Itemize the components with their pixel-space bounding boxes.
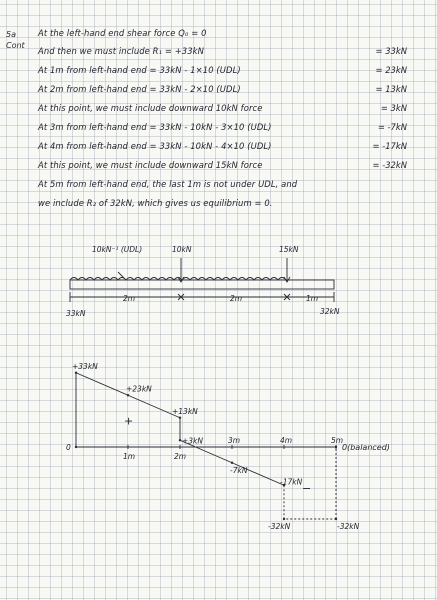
shear-point-7: [283, 518, 285, 520]
reaction-right-label: 32kN: [320, 307, 340, 316]
x-tick-label-4m: 4m: [280, 436, 293, 445]
x-tick-label-3m: 3m: [228, 436, 241, 445]
value-label-13: +13kN: [172, 406, 198, 416]
value-label-minus-32-right: -32kN: [337, 522, 360, 531]
value-label-33: +33kN: [72, 361, 98, 371]
beam-diagram: [0, 240, 437, 325]
value-label-minus-32-left: -32kN: [268, 522, 291, 531]
shear-point-5: [231, 462, 233, 464]
note-line-8: At this point, we must include downward 15kN force: [38, 160, 263, 170]
note-line-1: At the left-hand end shear force Q₀ = 0: [38, 28, 207, 38]
beam: [70, 280, 334, 289]
x-tick-label-2m: 2m: [174, 452, 187, 461]
shear-force-line: [76, 373, 284, 486]
note-result-8: = -32kN: [372, 160, 407, 170]
note-line-9: At 5m from left-hand end, the last 1m is not under UDL, and: [38, 179, 298, 189]
shear-point-8: [335, 518, 337, 520]
span-1-label: 2m: [123, 294, 136, 303]
shear-point-0: [75, 446, 77, 448]
note-result-2: = 33kN: [375, 46, 407, 56]
note-result-6: = -7kN: [377, 122, 407, 132]
note-result-3: = 23kN: [375, 65, 407, 75]
note-line-7: At 4m from left-hand end = 33kN - 10kN - 4×10 (UDL): [38, 141, 272, 151]
note-line-3: At 1m from left-hand end = 33kN - 1×10 (UDL): [38, 65, 241, 75]
shear-point-4: [179, 439, 181, 441]
span-3-label: 1m: [306, 294, 319, 303]
point-load-1-label: 10kN: [172, 245, 192, 254]
shear-force-diagram: [0, 360, 437, 540]
positive-region-sign: +: [124, 414, 134, 428]
balanced-label: 0(balanced): [342, 443, 390, 452]
note-line-6: At 3m from left-hand end = 33kN - 10kN - 3×10 (UDL): [38, 122, 272, 132]
origin-label: 0: [66, 443, 71, 452]
shear-point-2: [127, 394, 129, 396]
point-load-2-label: 15kN: [279, 245, 299, 254]
shear-point-3: [179, 417, 181, 419]
note-result-7: = -17kN: [372, 141, 407, 151]
reaction-left-label: 33kN: [66, 309, 86, 318]
udl-pointer: [118, 272, 124, 278]
value-label-minus-17: -17kN: [280, 477, 303, 487]
span-2-label: 2m: [230, 294, 243, 303]
note-line-2: And then we must include R₁ = +33kN: [38, 46, 204, 56]
continued-label: Cont: [6, 41, 25, 50]
note-line-4: At 2m from left-hand end = 33kN - 2×10 (UDL): [38, 84, 241, 94]
x-tick-label-1m: 1m: [123, 452, 136, 461]
note-line-10: we include R₂ of 32kN, which gives us equilibrium = 0.: [38, 198, 273, 208]
value-label-minus-7: -7kN: [230, 465, 248, 475]
page-number-label: 5a: [6, 30, 16, 39]
shear-point-1: [75, 372, 77, 374]
note-result-4: = 13kN: [375, 84, 407, 94]
x-tick-label-5m: 5m: [331, 436, 344, 445]
note-line-5: At this point, we must include downward 10kN force: [38, 103, 263, 113]
negative-region-sign: −: [302, 482, 312, 495]
udl-label: 10kN⁻¹ (UDL): [92, 245, 143, 254]
value-label-23: +23kN: [126, 384, 152, 394]
note-result-5: = 3kN: [380, 103, 407, 113]
value-label-3: +3kN: [182, 436, 204, 446]
